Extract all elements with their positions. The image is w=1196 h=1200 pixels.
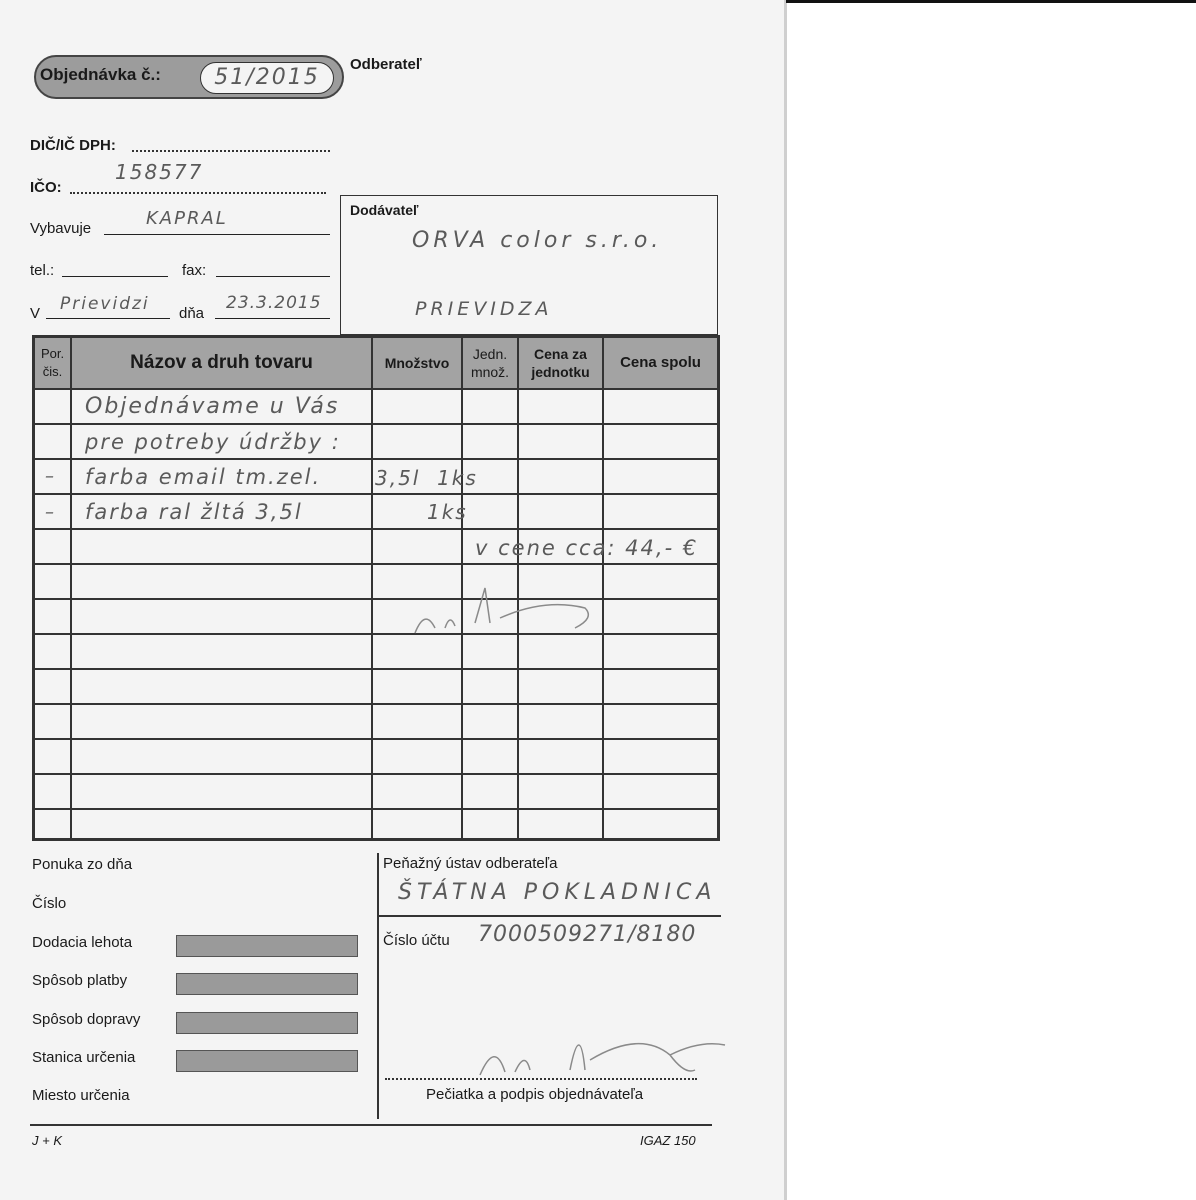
supplier-city: PRIEVIDZA [415,298,553,320]
payment-field[interactable] [176,973,358,995]
delivery-label: Dodacia lehota [32,934,133,951]
stamp-label: Pečiatka a podpis objednávateľa [426,1086,644,1103]
station-label: Stanica určenia [32,1049,136,1066]
header-unit-price: Cena za jednotku [531,346,590,380]
row-qty: 1ks [427,500,468,524]
handled-by-label: Vybavuje [30,220,92,237]
row-no: – [45,466,56,487]
row-line [35,633,717,635]
row-line [35,773,717,775]
row-name: pre potreby údržby : [85,430,341,454]
date-label: dňa [179,305,205,322]
customer-label: Odberateľ [350,56,422,73]
row-line [35,703,717,705]
row-line [35,563,717,565]
row-line [35,598,717,600]
payment-label: Spôsob platby [32,972,128,989]
row-line [35,738,717,740]
row-line [35,808,717,810]
row-line [35,458,717,460]
row-no: – [45,502,56,523]
ico-label: IČO: [30,179,62,196]
ico-value: 158577 [115,160,204,184]
date-value: 23.3.2015 [226,293,322,313]
bank-label: Peňažný ústav odberateľa [383,855,558,872]
tel-label: tel.: [30,262,55,279]
sheet-edge [784,0,787,1200]
fax-label: fax: [182,262,207,279]
order-number: 51/2015 [214,65,320,90]
transport-label: Spôsob dopravy [32,1011,141,1028]
header-no: Por. čis. [40,346,65,379]
price-note: v cene cca: 44,- € [475,536,699,560]
handwritten-initials-signature [405,578,605,638]
place-value: Prievidzi [60,294,150,314]
destination-label: Miesto určenia [32,1087,130,1104]
place-label: V [30,305,41,322]
dic-label: DIČ/IČ DPH: [30,137,116,154]
number-label: Číslo [32,895,67,912]
col-divider [70,338,72,838]
offer-label: Ponuka zo dňa [32,856,133,873]
signature-line[interactable] [385,1078,697,1080]
row-line [35,493,717,495]
row-name: farba email tm.zel. [85,465,322,489]
items-table [32,335,720,841]
header-unit: Jedn. množ. [470,346,510,380]
row-name: Objednávame u Vás [85,394,340,419]
bank-value: ŠTÁTNA POKLADNICA [398,880,717,905]
scan-border [786,0,1196,3]
account-label: Číslo účtu [383,932,450,949]
station-field[interactable] [176,1050,358,1072]
signature-scribble [470,1000,730,1085]
row-line [35,423,717,425]
dic-field[interactable] [132,140,330,152]
header-name: Názov a druh tovaru [130,352,313,373]
publisher-right: IGAZ 150 [640,1133,696,1148]
col-divider [371,338,373,838]
handled-by-value: KAPRAL [146,208,228,229]
row-line [35,668,717,670]
transport-field[interactable] [176,1012,358,1034]
row-line [35,528,717,530]
header-total: Cena spolu [620,354,701,371]
header-qty: Množstvo [384,355,450,371]
footer-rule [30,1124,712,1126]
order-label: Objednávka č.: [40,65,161,84]
bank-underline [377,915,721,917]
supplier-name: ORVA color s.r.o. [412,228,663,253]
delivery-field[interactable] [176,935,358,957]
publisher-left: J + K [32,1133,62,1148]
fax-field[interactable] [216,264,330,277]
row-qty: 3,5l 1ks [375,466,478,490]
row-name: farba ral žltá 3,5l [85,500,303,524]
supplier-label: Dodávateľ [350,202,419,218]
tel-field[interactable] [62,264,168,277]
account-value: 7000509271/8180 [478,922,697,947]
bottom-divider [377,853,379,1119]
